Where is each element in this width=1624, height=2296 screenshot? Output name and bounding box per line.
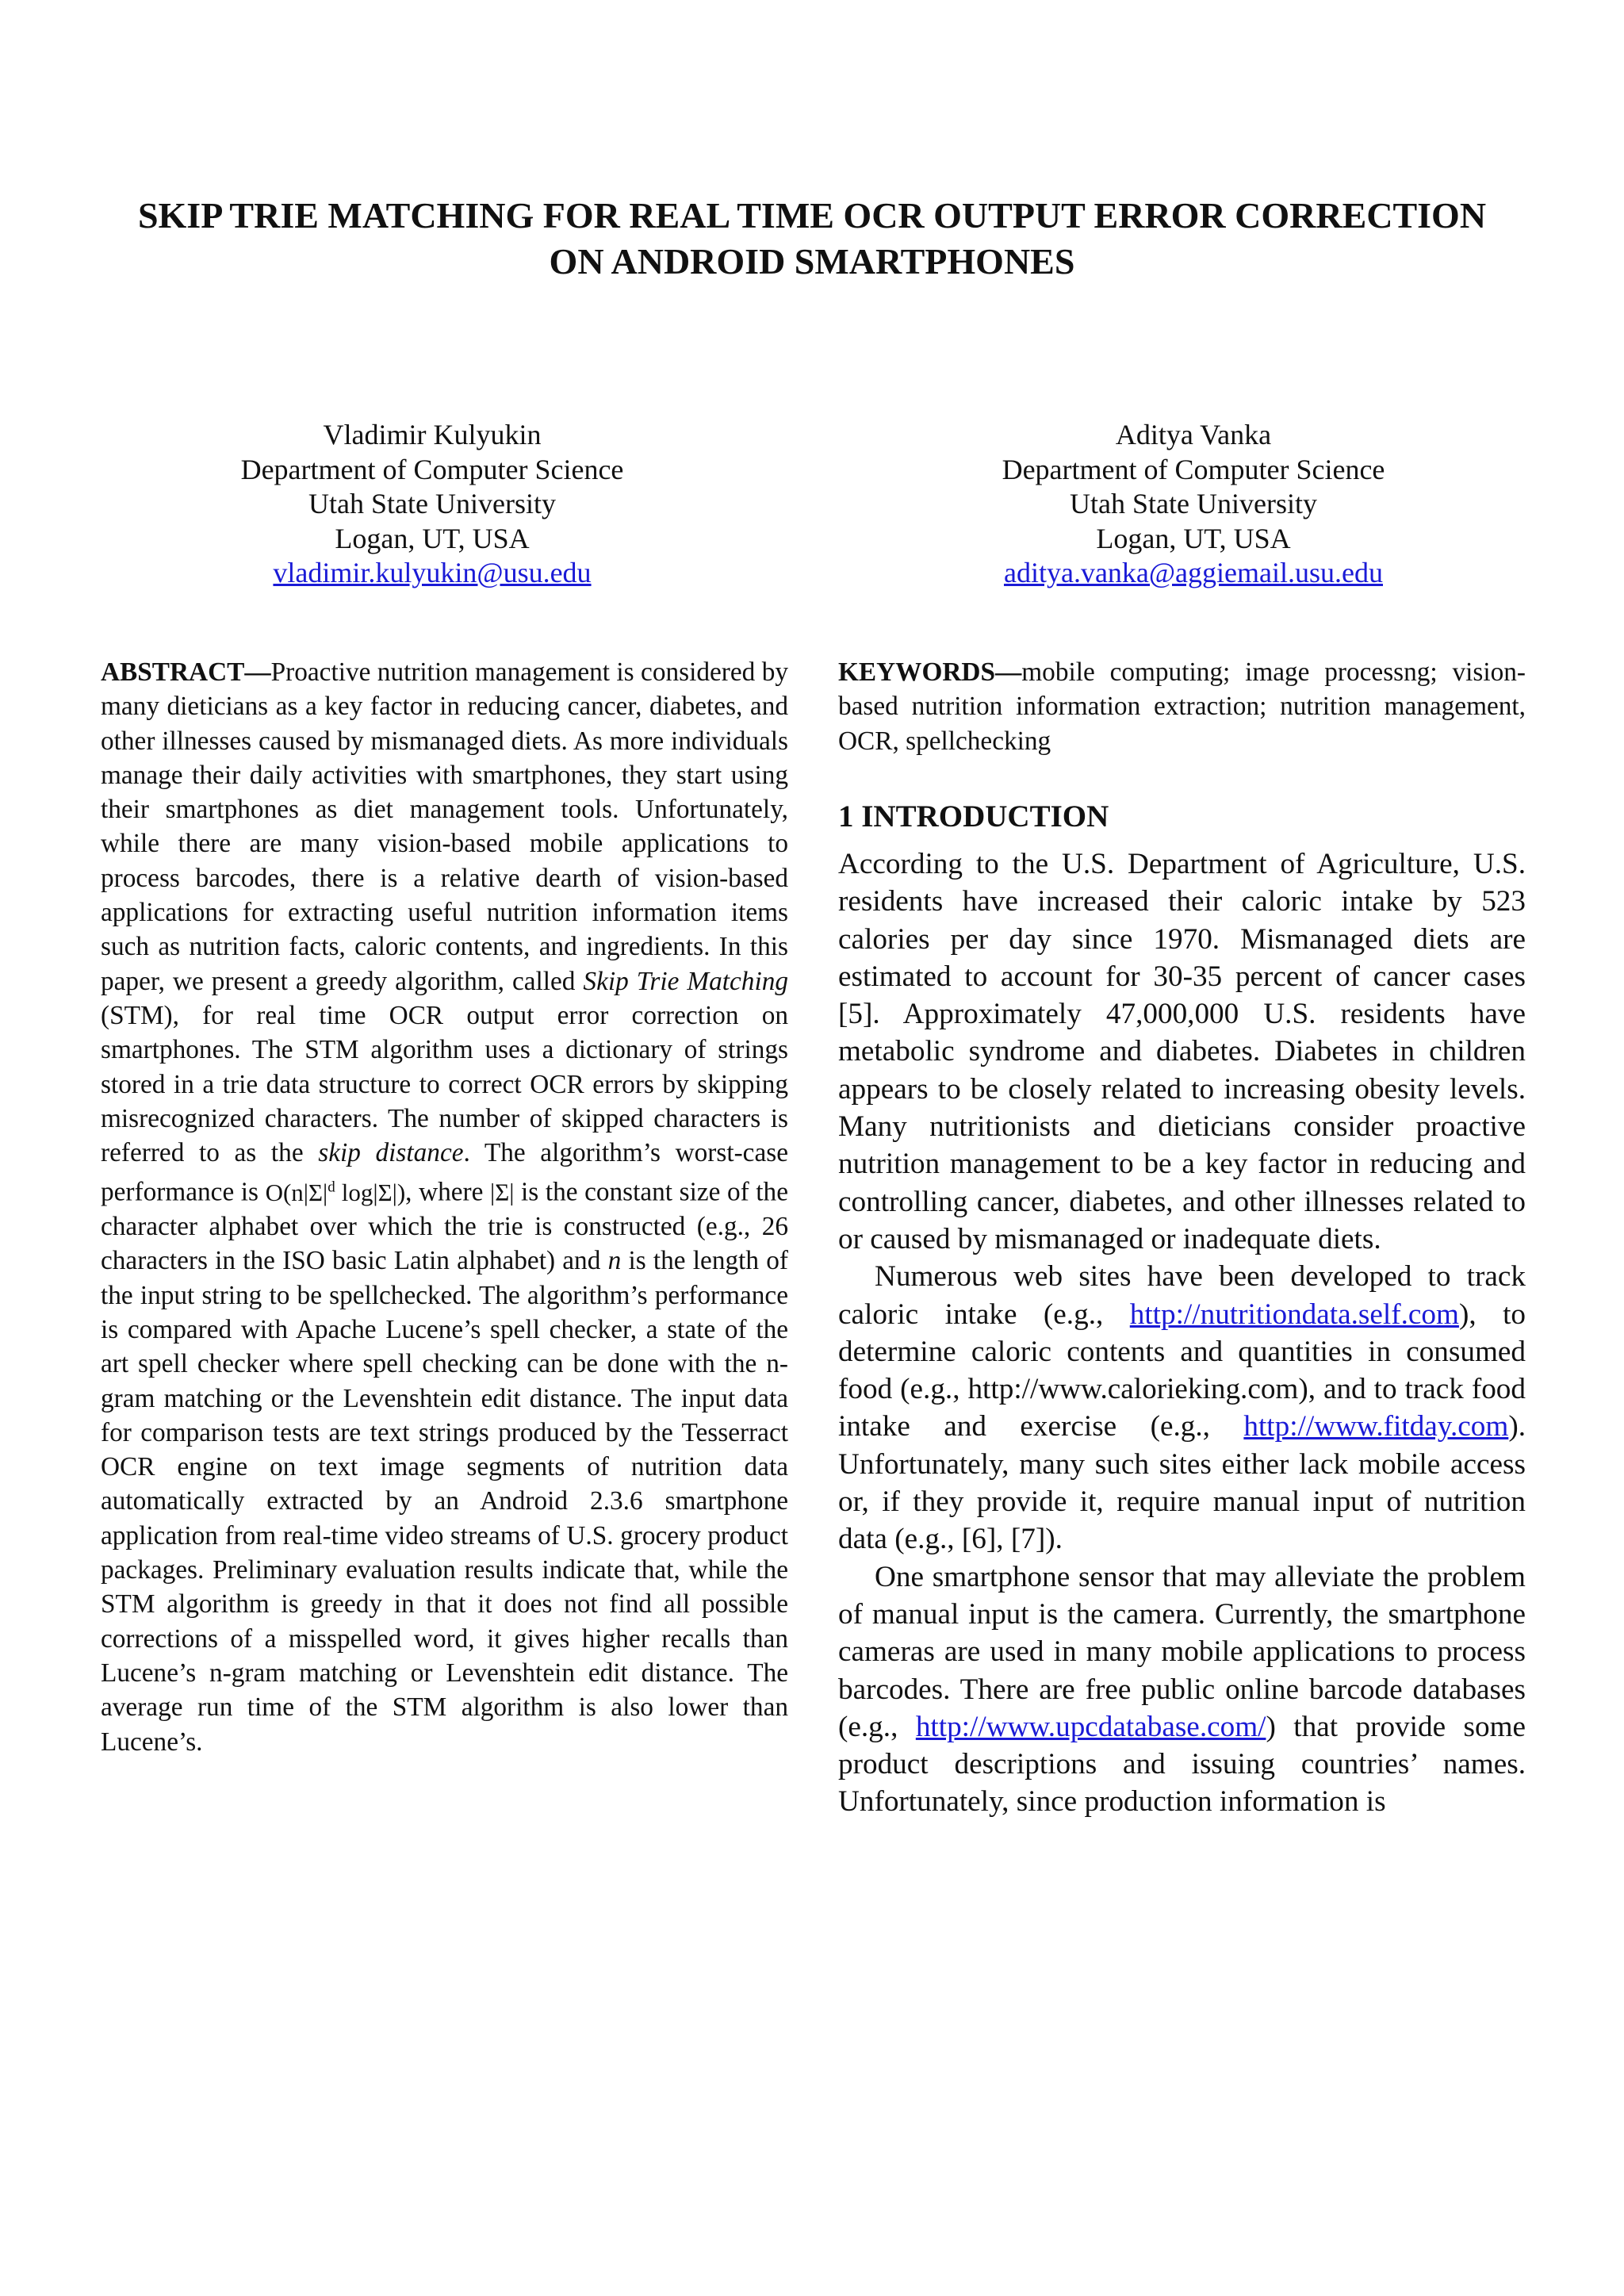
section-heading-introduction: 1 INTRODUCTION [838,799,1109,834]
intro-paragraph-3 [838,1558,1526,1821]
abstract-text-5: is the constant size of the character alphabet over which the trie is constructed (e.g., 26 characters in the ISO basic Latin alphabet) and [101,1177,788,1276]
intro-p3-text-b: ) that provide some product descriptions and issuing countries’ names. Unfortunately, since production information is [838,1710,1526,1819]
keywords-label: KEYWORDS— [838,657,1022,687]
author-name: Vladimir Kulyukin [323,419,542,450]
complexity-exponent: d [327,1179,335,1196]
stm-name: Skip Trie Matching [583,966,788,996]
abstract-section [101,655,788,1759]
title-line-1: SKIP TRIE MATCHING FOR REAL TIME OCR OUTPUT ERROR CORRECTION [137,195,1487,236]
skip-distance-term: skip distance [318,1138,464,1168]
author-department: Department of Computer Science [1002,453,1385,485]
intro-p2-text-b: ), to determine caloric contents and quantities in consumed food (e.g., http://www.calorieking.com), and to track food intake and exercise (e.g., [838,1297,1526,1443]
abstract-text-3: . The algorithm’s worst-case performance is [101,1138,788,1207]
abstract-paragraph [101,655,788,1759]
intro-paragraph-2 [838,1258,1526,1558]
nutritiondata-link[interactable]: http://nutritiondata.self.com [1129,1297,1459,1331]
paper-title [87,193,1537,285]
abstract-text-2: (STM), for real time OCR output error correction on smartphones. The STM algorithm uses a dictionary of strings stored in a trie data structure to correct OCR errors by skipping misrecognized characters. The number of skipped characters is referred to as the [101,1000,788,1168]
intro-paragraph-1: According to the U.S. Department of Agriculture, U.S. residents have increased their caloric intake by 523 calories per day since 1970. Mismanaged diets are estimated to account for 30-35 percent of cancer cases [5]. Approximately 47,000,000 U.S. residents have metabolic syndrome and diabetes. Diabetes in children appears to be closely related to increasing obesity levels. Many nutritionists and dieticians consider proactive nutrition management to be a key factor in reducing and controlling cancer, diabetes, and other illnesses related to or caused by mismanaged or inadequate diets. [838,848,1526,1255]
keywords-paragraph [838,655,1526,758]
author-block-1 [139,418,726,591]
author-university: Utah State University [1070,488,1317,519]
complexity-base: O(n|Σ| [265,1178,328,1206]
intro-p2-text-c: ). Unfortunately, many such sites either lack mobile access or, if they provide it, require manual input of nutrition data (e.g., [6], [7]). [838,1410,1526,1556]
sigma-formula: |Σ| [490,1178,515,1206]
author-university: Utah State University [308,488,556,519]
complexity-formula [266,1179,406,1206]
author-email-link[interactable]: aditya.vanka@aggiemail.usu.edu [1003,557,1383,588]
author-location: Logan, UT, USA [335,522,530,554]
complexity-tail: log|Σ|) [335,1178,406,1206]
author-department: Department of Computer Science [240,453,624,485]
abstract-text-6: is the length of the input string to be spellchecked. The algorithm’s performance is compared with Apache Lucene’s spell checker, a state of the art spell checker where spell checking can be done with the n-gram matching or the Levenshtein edit distance. The input data for comparison tests are text strings produced by the Tesserract OCR engine on text image segments of nutrition data automatically extracted by an Android 2.3.6 smartphone application from real-time video streams of U.S. grocery product packages. Preliminary evaluation results indicate that, while the STM algorithm is greedy in that it does not find all possible corrections of a misspelled word, it gives higher recalls than Lucene’s n-gram matching or Levenshtein edit distance. The average run time of the STM algorithm is also lower than Lucene’s. [101,1246,788,1757]
n-variable: n [607,1246,622,1276]
abstract-text-1: Proactive nutrition management is considered by many dieticians as a key factor in reducing cancer, diabetes, and other illnesses caused by mismanaged diets. As more individuals manage their daily activities with smartphones, they start using their smartphones as diet management tools. Unfortunately, while there are many vision-based mobile applications to process barcodes, there is a relative dearth of vision-based applications for extracting useful nutrition information items such as nutrition facts, caloric contents, and ingredients. In this paper, we present a greedy algorithm, called [101,657,788,996]
author-block-2 [900,418,1487,591]
fitday-link[interactable]: http://www.fitday.com [1243,1410,1509,1443]
abstract-label: ABSTRACT— [101,657,271,687]
title-line-2: ON ANDROID SMARTPHONES [549,241,1075,282]
intro-p2-text-a: Numerous web sites have been developed to track caloric intake (e.g., [838,1260,1526,1331]
author-location: Logan, UT, USA [1096,522,1291,554]
abstract-text-4: , where [405,1177,490,1207]
author-email-link[interactable]: vladimir.kulyukin@usu.edu [273,557,592,588]
keywords-section [838,655,1526,758]
upcdatabase-link[interactable]: http://www.upcdatabase.com/ [915,1710,1266,1743]
keywords-text: mobile computing; image processng; vision-based nutrition information extraction; nutrition management, OCR, spellchecking [838,657,1526,756]
introduction-section [838,845,1526,1821]
intro-p3-text-a: One smartphone sensor that may alleviate the problem of manual input is the camera. Currently, the smartphone cameras are used in many mobile applications to process barcodes. There are free public online barcode databases (e.g., [838,1560,1526,1743]
author-name: Aditya Vanka [1115,419,1272,450]
